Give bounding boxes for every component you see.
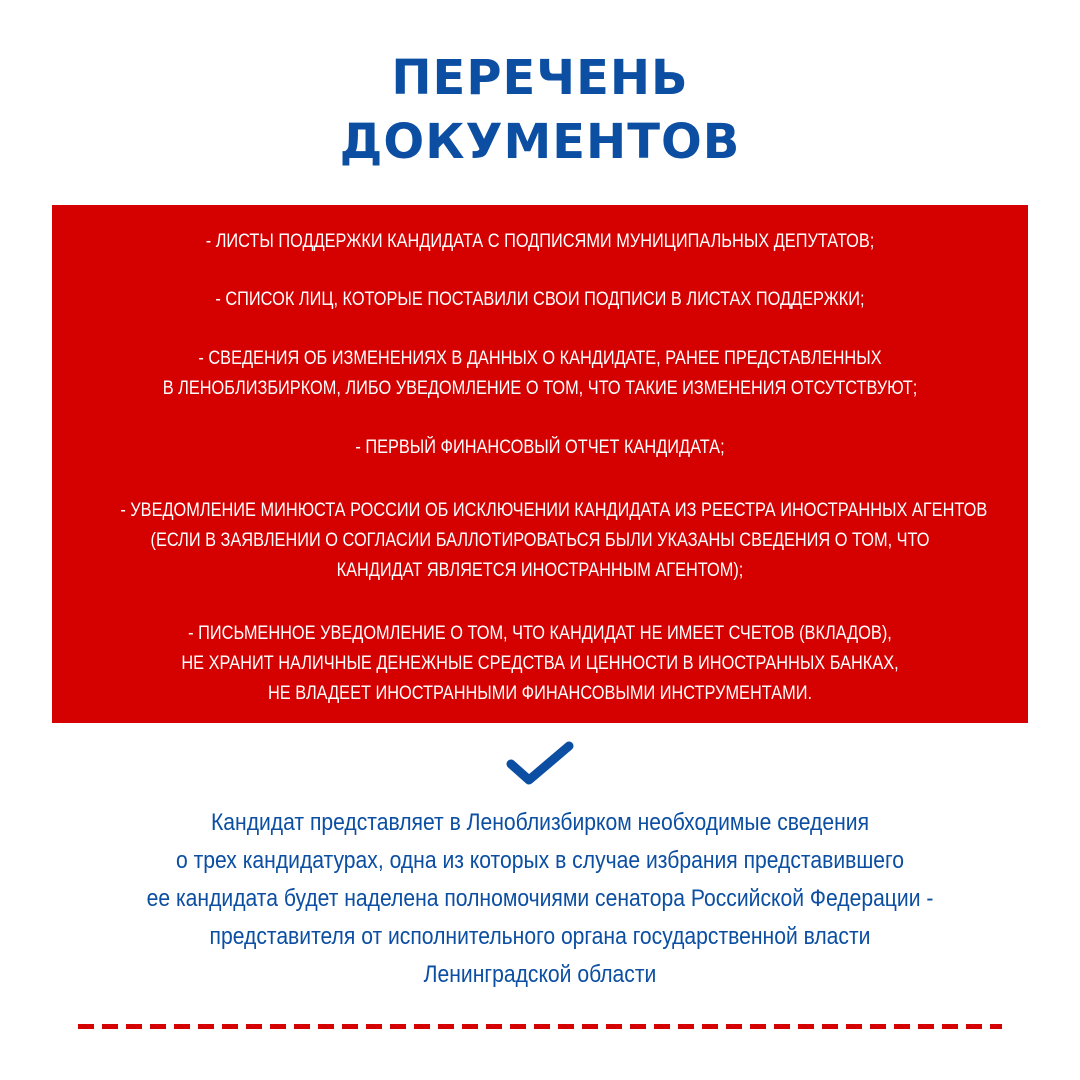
document-item-6-line-3: НЕ ВЛАДЕЕТ ИНОСТРАННЫМИ ФИНАНСОВЫМИ ИНСТРУМЕНТАМИ. <box>267 683 812 704</box>
note-line-3: ее кандидата будет наделена полномочиями сенатора Российской Федерации - <box>146 885 934 912</box>
dashed-divider <box>78 1024 1002 1029</box>
document-item-5-line-3: КАНДИДАТ ЯВЛЯЕТСЯ ИНОСТРАННЫМ АГЕНТОМ); <box>336 560 744 581</box>
note-line-1: Кандидат представляет в Леноблизбирком необходимые сведения <box>210 809 870 836</box>
document-item-4 <box>120 433 959 463</box>
note-line-4: представителя от исполнительного органа государственной власти <box>209 923 871 950</box>
document-item-3-line-2: В ЛЕНОБЛИЗБИРКОМ, ЛИБО УВЕДОМЛЕНИЕ О ТОМ, ЧТО ТАКИЕ ИЗМЕНЕНИЯ ОТСУТСТВУЮТ; <box>162 378 918 399</box>
document-item-3-line-1: - СВЕДЕНИЯ ОБ ИЗМЕНЕНИЯХ В ДАННЫХ О КАНДИДАТЕ, РАНЕЕ ПРЕДСТАВЛЕННЫХ <box>198 348 882 369</box>
document-item-3 <box>120 344 959 404</box>
document-item-5-line-2: (ЕСЛИ В ЗАЯВЛЕНИИ О СОГЛАСИИ БАЛЛОТИРОВАТЬСЯ БЫЛИ УКАЗАНЫ СВЕДЕНИЯ О ТОМ, ЧТО <box>150 530 930 551</box>
document-item-6-line-1: - ПИСЬМЕННОЕ УВЕДОМЛЕНИЕ О ТОМ, ЧТО КАНДИДАТ НЕ ИМЕЕТ СЧЕТОВ (ВКЛАДОВ), <box>188 623 892 644</box>
title-line-2: ДОКУМЕНТОВ <box>339 114 741 170</box>
page-title <box>0 46 1080 174</box>
document-item-4-line-1: - ПЕРВЫЙ ФИНАНСОВЫЙ ОТЧЕТ КАНДИДАТА; <box>355 437 725 458</box>
title-line-1: ПЕРЕЧЕНЬ <box>391 50 689 106</box>
note-line-5: Ленинградской области <box>423 961 657 988</box>
documents-list-panel <box>52 205 1028 723</box>
document-item-1 <box>120 227 959 257</box>
candidate-note <box>65 804 1015 994</box>
document-item-6-line-2: НЕ ХРАНИТ НАЛИЧНЫЕ ДЕНЕЖНЫЕ СРЕДСТВА И ЦЕННОСТИ В ИНОСТРАННЫХ БАНКАХ, <box>181 653 899 674</box>
note-line-2: о трех кандидатурах, одна из которых в случае избрания представившего <box>175 847 905 874</box>
document-item-2 <box>120 285 959 315</box>
checkmark-icon <box>505 738 577 788</box>
document-item-1-line-1: - ЛИСТЫ ПОДДЕРЖКИ КАНДИДАТА С ПОДПИСЯМИ МУНИЦИПАЛЬНЫХ ДЕПУТАТОВ; <box>205 231 875 252</box>
document-item-6 <box>120 619 959 709</box>
document-item-2-line-1: - СПИСОК ЛИЦ, КОТОРЫЕ ПОСТАВИЛИ СВОИ ПОДПИСИ В ЛИСТАХ ПОДДЕРЖКИ; <box>215 289 865 310</box>
document-item-5 <box>120 496 988 586</box>
document-item-5-line-1: - УВЕДОМЛЕНИЕ МИНЮСТА РОССИИ ОБ ИСКЛЮЧЕНИИ КАНДИДАТА ИЗ РЕЕСТРА ИНОСТРАННЫХ АГЕНТОВ <box>120 500 988 521</box>
